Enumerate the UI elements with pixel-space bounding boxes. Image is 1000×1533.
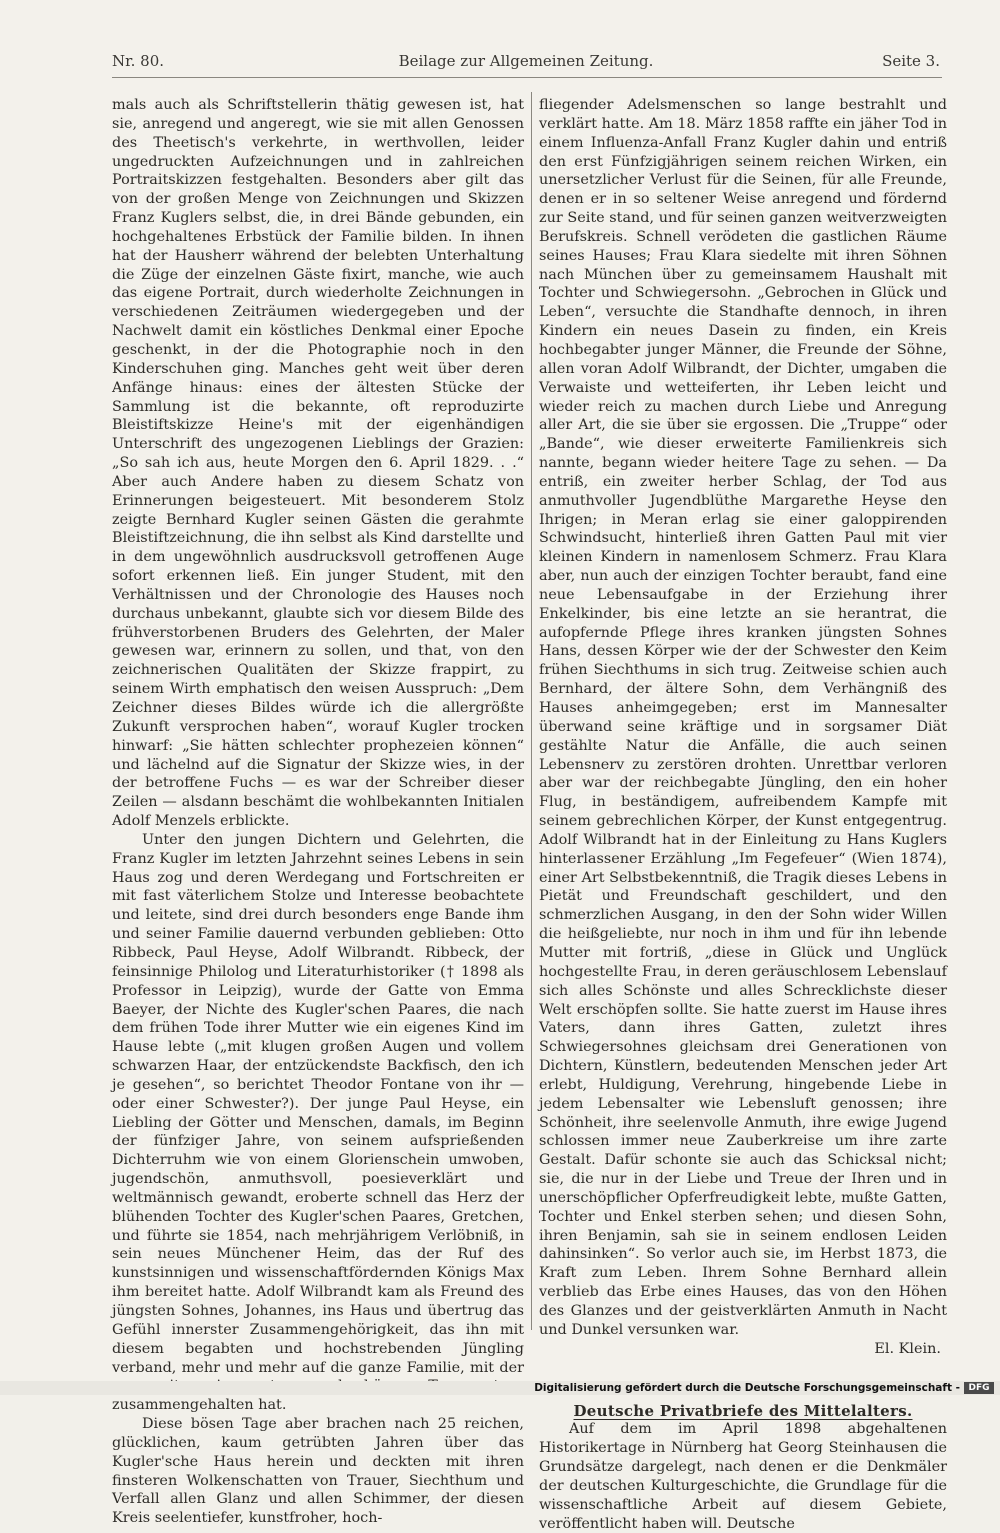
right-paragraph-1: fliegender Adelsmenschen so lange bestrahlt und verklärt hatte. Am 18. März 1858 raffte ein jäher Tod in einem Influenza-Anfall Franz Kugler dahin und entriß den erst Fünfzigjährigen seinem reichen Wirken, ein unersetzlicher Verlust für die Seinen, für alle Freunde, denen er in so seltener Weise anregend und fördernd zur Seite stand, und für seinen ganzen weitverzweigten Berufskreis. Schnell verödeten die gastlichen Räume seines Hauses; Frau Klara siedelte mit ihren Söhnen nach München über zu gemeinsamem Haushalt mit Tochter und Schwiegersohn. „Gebrochen in Glück und Leben“, versuchte die Standhafte dennoch, in ihren Kindern ein neues Dasein zu finden, ein Kreis hochbegabter junger Männer, die Freunde der Söhne, allen voran Adolf Wilbrandt, der Dichter, umgaben die Verwaiste und wetteiferten, ihr Leben leicht und wieder reich zu machen durch Liebe und Anregung aller Art, die sie über sie ergossen. Die „Truppe“ oder „Bande“, wie dieser erweiterte Familienkreis sich nannte, begann wieder heitere Tage zu sehen. — Da entriß, ein zweiter herber Schlag, der Tod aus anmuthvoller Jugendblüthe Margarethe Heyse den Ihrigen; in Meran erlag sie einer galoppirenden Schwindsucht, hinterließ ihren Gatten Paul mit vier kleinen Kindern in namenlosem Schmerz. Frau Klara aber, nun auch der einzigen Tochter beraubt, fand eine neue Lebensaufgabe in der Erziehung ihrer Enkelkinder, bis eine letzte an sie herantrat, die aufopfernde Pflege ihres kranken jüngsten Sohnes Hans, dessen Körper wie der der Schwester den Keim frühen Siechthums in sich trug. Zeitweise schien auch Bernhard, der ältere Sohn, dem Verhängniß des Hauses anheimgegeben; erst im Mannesalter überwand seine kräftige und in sorgsamer Diät gestählte Natur die Anfälle, die auch seinen Lebensnerv zu zerstören drohten. Unrettbar verloren aber war der reichbegabte Jüngling, den ein hoher Flug, in beständigem, aufreibendem Kampfe mit seinem gebrechlichen Körper, der Kunst entgegentrug. Adolf Wilbrandt hat in der Einleitung zu Hans Kuglers hinterlassener Erzählung „Im Fegefeuer“ (Wien 1874), einer Art Selbstbekenntniß, die Tragik dieses Lebens in Pietät und Freundschaft geschildert, und den schmerzlichen Ausgang, in den der Sohn wider Willen die heißgeliebte, nur noch in ihm und für ihn lebende Mutter mit fortriß, „diese in Glück und Unglück hochgestellte Frau, in deren geräuschlosem Lebenslauf sich alles Schönste und alles Schrecklichste dieser Welt erschöpfen sollte. Sie hatte zuerst im Hause ihres Vaters, dann ihres Gatten, zuletzt ihres Schwiegersohnes gleichsam drei Generationen von Dichtern, Künstlern, bedeutenden Menschen jeder Art erlebt, Huldigung, Verehrung, hingebende Liebe in jedem Lebensalter wie Lebensluft genossen; ihre Schönheit, ihre seelenvolle Anmuth, ihre ewige Jugend schlossen immer neue Zauberkreise um ihre zarte Gestalt. Dafür schonte sie auch das Schicksal nicht; sie, die nur in der Liebe und Treue der Ihren und in unerschöpflicher Opferfreudigkeit lebte, mußte Gatten, Tochter und Enkel sterben sehen; und diesen Sohn, ihren Benjamin, sah sie in seinem endlosen Leiden dahinsinken“. So verlor auch sie, im Herbst 1873, die Kraft zum Leben. Ihrem Sohne Bernhard allein verblieb das Erbe eines Hauses, das von den Höhen des Glanzes und der geistverklärten Anmuth in Nacht und Dunkel versunken war. [539, 97, 947, 1338]
left-paragraph-1: mals auch als Schriftstellerin thätig gewesen ist, hat sie, anregend und angeregt, wie sie mit allen Genossen des Theetisch's verkehrte, in werthvollen, leider ungedruckten Aufzeichnungen und in zahlreichen Portraitskizzen festgehalten. Besonders aber gilt das von der großen Menge von Zeichnungen und Skizzen Franz Kuglers selbst, die, in drei Bände gebunden, ein hochgehaltenes Erbstück der Familie bilden. In ihnen hat der Hausherr während der belebten Unterhaltung die Züge der einzelnen Gäste fixirt, manche, wie auch das eigene Portrait, durch wiederholte Zeichnungen in verschiedenen Zeiträumen wiedergegeben und der Nachwelt damit ein köstliches Denkmal einer Epoche geschenkt, in der die Photographie noch in den Kinderschuhen ging. Manches geht weit über deren Anfänge hinaus: eines der ältesten Stücke der Sammlung ist die bekannte, oft reproduzirte Bleistiftskizze Heine's mit der eigenhändigen Unterschrift des ungezogenen Lieblings der Grazien: „So sah ich aus, heute Morgen den 6. April 1829. . .“ Aber auch Andere haben zu diesem Schatz von Erinnerungen beigesteuert. Mit besonderem Stolz zeigte Bernhard Kugler seinen Gästen die gerahmte Bleistiftzeichnung, die ihn selbst als Kind darstellte und in dem ungewöhnlich ausdrucksvoll getroffenen Auge sofort erkennen ließ. Ein junger Student, mit den Verhältnissen und der Chronologie des Hauses noch durchaus unbekannt, glaubte sich vor diesem Bilde des frühverstorbenen Bruders des Gelehrten, der Maler gewesen war, erinnern zu sollen, und that, von den zeichnerischen Qualitäten der Skizze frappirt, zu seinem Wirth emphatisch den weisen Ausspruch: „Dem Zeichner dieses Bildes würde ich die allergrößte Zukunft versprochen haben“, worauf Kugler trocken hinwarf: „Sie hätten schlechter prophezeien können“ und lächelnd auf die Signatur der Skizze wies, in der der betroffene Fuchs — es war der Schreiber dieser Zeilen — alsdann beschämt die wohlbekannten Initialen Adolf Menzels erblickte. [112, 97, 524, 830]
supplement-title: Beilage zur Allgemeinen Zeitung. [398, 52, 654, 70]
right-column [539, 96, 947, 1533]
footer-credit: Digitalisierung gefördert durch die Deutsche Forschungsgemeinschaft - [534, 1382, 960, 1394]
left-column [112, 96, 524, 1528]
left-paragraph-3: Diese bösen Tage aber brachen nach 25 reichen, glücklichen, kaum getrübten Jahren über das Kugler'sche Haus herein und deckten mit ihren finsteren Wolkenschatten von Trauer, Siechthum und Verfall allen Glanz und allen Schimmer, der diesen Kreis seelentiefer, kunstfroher, hoch- [112, 1416, 524, 1527]
article-title: Deutsche Privatbriefe des Mittelalters. [573, 1401, 913, 1420]
header-rule [112, 77, 942, 78]
article-paragraph-1: Auf dem im April 1898 abgehaltenen Historikertage in Nürnberg hat Georg Steinhausen die Grundsätze dargelegt, nach denen er die Denkmäler der deutschen Kulturgeschichte, die Grundlage für die wissenschaftliche Arbeit auf diesem Gebiete, veröffentlicht haben will. Deutsche [539, 1421, 947, 1532]
issue-number: Nr. 80. [112, 52, 165, 70]
author-signature: El. Klein. [874, 1340, 941, 1357]
digitization-footer [0, 1381, 1000, 1395]
dfg-logo: DFG [964, 1382, 994, 1394]
left-paragraph-2: Unter den jungen Dichtern und Gelehrten, die Franz Kugler im letzten Jahrzehnt seines Lebens in sein Haus zog und deren Werdegang und Fortschreiten er mit fast väterlichem Stolze und Interesse beobachtete und leitete, sind drei durch besonders enge Bande ihm und seiner Familie dauernd verbunden geblieben: Otto Ribbeck, Paul Heyse, Adolf Wilbrandt. Ribbeck, der feinsinnige Philolog und Literaturhistoriker († 1898 als Professor in Leipzig), wurde der Gatte von Emma Baeyer, der Nichte des Kugler'schen Paares, die nach dem frühen Tode ihrer Mutter wie ein eigenes Kind im Hause lebte („mit klugen großen Augen und vollem schwarzen Haar, der entzückendste Backfisch, den ich je gesehen“, so berichtet Theodor Fontane von ihr — oder einer Schwester?). Der junge Paul Heyse, ein Liebling der Götter und Menschen, damals, im Beginn der fünfziger Jahre, von seinem aufsprießenden Dichterruhm wie von einem Glorienschein umwoben, jugendschön, anmuthsvoll, poesieverklärt und weltmännisch gewandt, eroberte schnell das Herz der blühenden Tochter des Kugler'schen Paares, Gretchen, und führte sie 1854, nach mehrjährigem Verlöbniß, in sein neues Münchener Heim, das der Ruf des kunstsinnigen und wissenschaftfördernden Königs Max ihm bereitet hatte. Adolf Wilbrandt kam als Freund des jüngsten Sohnes, Johannes, ins Haus und übertrug das Gefühl innerster Zusammengehörigkeit, das ihn mit diesem begabten und hochstrebenden Jüngling verband, mehr und mehr auf die ganze Familie, mit der zusammengehalten hat. [112, 831, 524, 1414]
page-number: Seite 3. [882, 52, 940, 70]
column-divider [531, 92, 532, 1330]
page-header [112, 52, 940, 74]
